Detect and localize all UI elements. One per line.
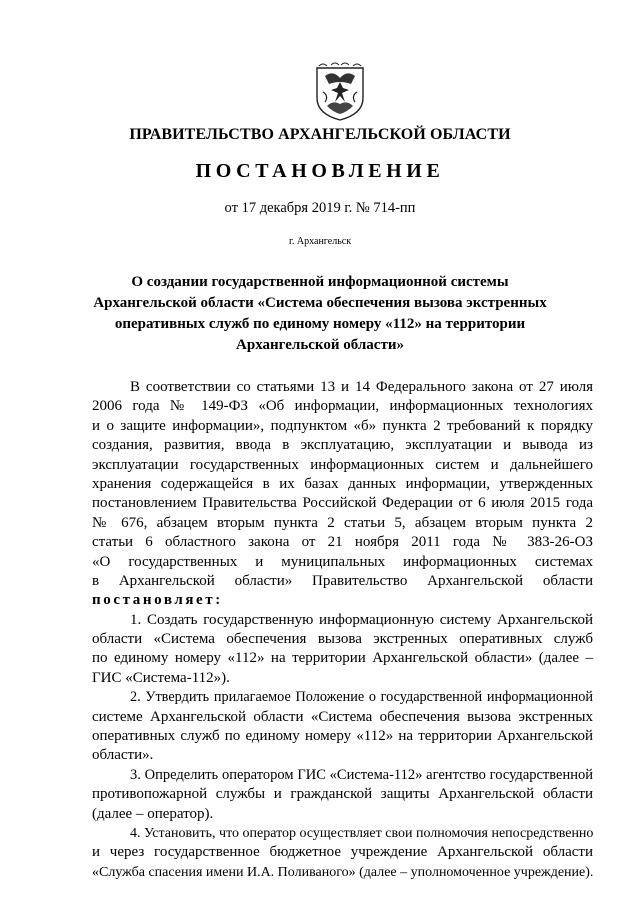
body-line: хранения содержащейся в их базах данных информации, утвержденных — [92, 475, 593, 492]
body-line: создания, развития, ввода в эксплуатацию, эксплуатации и вывода из — [92, 437, 593, 454]
body-line-decree-keyword: постановляет: — [92, 592, 223, 609]
body-line: (далее – оператор). — [92, 805, 214, 822]
body-line: «Служба спасения имени И.А. Поливаного» (далее – уполномоченное учреждение). — [92, 864, 594, 880]
body-line: оперативных служб по единому номеру «112» на территории Архангельской — [92, 728, 593, 745]
body-line: в Архангельской области» Правительство Архангельской области — [92, 572, 593, 589]
document-body — [92, 378, 593, 882]
body-line: статьи 6 областного закона от 21 ноября 2011 года № 383-26-ОЗ — [92, 534, 593, 551]
document-date-number: от 17 декабря 2019 г. № 714-пп — [224, 200, 416, 216]
title-line: Архангельской области» — [236, 337, 404, 353]
body-line: и через государственное бюджетное учреждение Архангельской области — [92, 844, 593, 861]
title-line: оперативных служб по единому номеру «112» на территории — [114, 316, 526, 332]
body-line: постановлением Правительства Российской Федерации от 6 июля 2015 года — [92, 495, 593, 512]
title-line: О создании государственной информационной системы — [131, 274, 509, 290]
body-line: 4. Установить, что оператор осуществляет свои полномочия непосредственно — [130, 825, 594, 841]
title-line: Архангельской области «Система обеспечения вызова экстренных — [93, 295, 547, 311]
document-type: ПОСТАНОВЛЕНИЕ — [195, 160, 445, 182]
document-title — [90, 272, 550, 356]
body-line: № 676, абзацем вторым пункта 2 статьи 5, абзацем вторым пункта 2 — [92, 514, 593, 531]
body-line: ГИС «Система-112»). — [92, 669, 230, 686]
body-line: эксплуатации государственных информационных систем и дальнейшего — [92, 456, 593, 473]
body-line: 3. Определить оператором ГИС «Система-112» агентство государственной — [130, 766, 593, 783]
body-line: по единому номеру «112» на территории Архангельской области» (далее – — [92, 650, 593, 667]
body-line: системе Архангельской области «Система обеспечения вызова экстренных — [92, 708, 593, 725]
body-line: области». — [92, 747, 154, 764]
body-line: области «Система обеспечения вызова экстренных оперативных служб — [92, 631, 593, 648]
body-line: 2. Утвердить прилагаемое Положение о государственной информационной — [130, 689, 593, 706]
body-line: противопожарной службы и гражданской защиты Архангельской области — [92, 786, 593, 803]
coat-of-arms-emblem — [311, 62, 369, 122]
body-line: «О государственных и муниципальных информационных системах — [92, 553, 593, 570]
document-city: г. Архангельск — [288, 236, 352, 247]
body-line: В соответствии со статьями 13 и 14 Федерального закона от 27 июля — [130, 379, 593, 395]
body-line: 1. Создать государственную информационную систему Архангельской — [130, 611, 593, 628]
body-line: 2006 года № 149-ФЗ «Об информации, информационных технологиях — [92, 398, 593, 415]
body-line: и о защите информации», подпунктом «б» пункта 2 требований к порядку — [92, 417, 593, 434]
organization-name: ПРАВИТЕЛЬСТВО АРХАНГЕЛЬСКОЙ ОБЛАСТИ — [129, 126, 511, 143]
